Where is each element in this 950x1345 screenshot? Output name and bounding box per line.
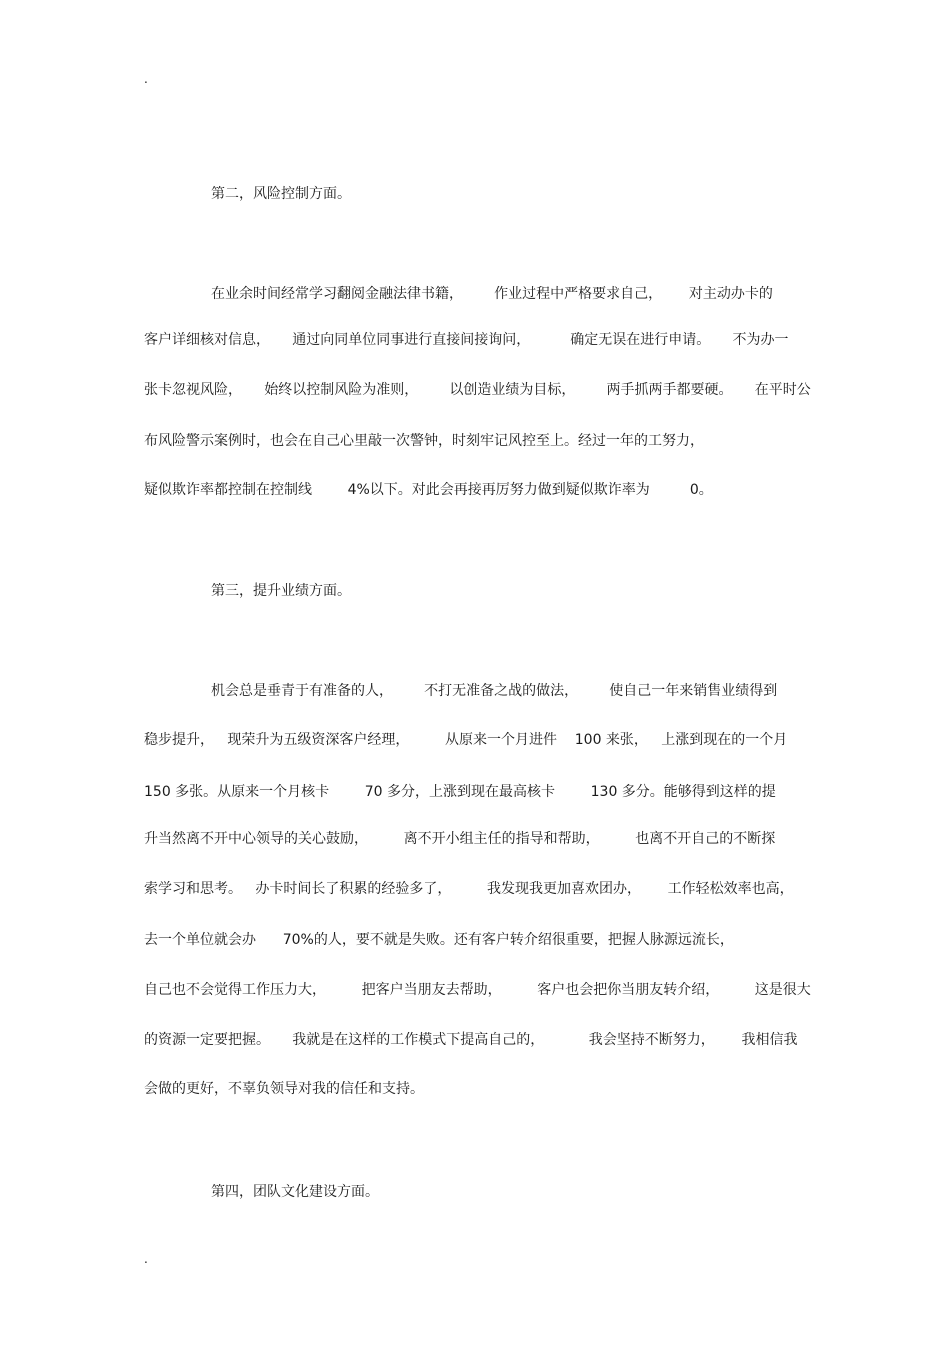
paragraph-line: 稳步提升， 现荣升为五级资深客户经理， 从原来一个月进件 100 来张， 上涨到现在的一个月: [144, 732, 788, 748]
paragraph-line: 升当然离不开中心领导的关心鼓励， 离不开小组主任的指导和帮助， 也离不开自己的不断探: [144, 831, 776, 847]
paragraph-line: 的资源一定要把握。 我就是在这样的工作模式下提高自己的， 我会坚持不断努力， 我相信我: [144, 1032, 798, 1048]
bottom-dot: .: [144, 1252, 148, 1266]
paragraph-line: 在业余时间经常学习翻阅金融法律书籍， 作业过程中严格要求自己， 对主动办卡的: [211, 286, 773, 302]
top-dot: .: [144, 72, 148, 86]
paragraph-line: 客户详细核对信息， 通过向同单位同事进行直接间接询问， 确定无误在进行申请。 不为办一: [144, 332, 789, 348]
paragraph-line: 疑似欺诈率都控制在控制线 4%以下。对此会再接再厉努力做到疑似欺诈率为 0。: [144, 482, 713, 498]
paragraph-line: 自己也不会觉得工作压力大， 把客户当朋友去帮助， 客户也会把你当朋友转介绍， 这是很大: [144, 982, 811, 998]
paragraph-line: 会做的更好，不辜负领导对我的信任和支持。: [144, 1081, 424, 1097]
paragraph-line: 布风险警示案例时，也会在自己心里敲一次警钟，时刻牢记风控至上。经过一年的工努力，: [144, 433, 704, 449]
paragraph-line: 去一个单位就会办 70%的人，要不就是失败。还有客户转介绍很重要，把握人脉源远流长，: [144, 932, 734, 948]
section-heading-performance: 第三，提升业绩方面。: [211, 583, 351, 599]
paragraph-line: 机会总是垂青于有准备的人， 不打无准备之战的做法， 使自己一年来销售业绩得到: [211, 683, 778, 699]
paragraph-line: 张卡忽视风险， 始终以控制风险为准则， 以创造业绩为目标， 两手抓两手都要硬。 在平时公: [144, 382, 811, 398]
paragraph-line: 150 多张。从原来一个月核卡 70 多分，上涨到现在最高核卡 130 多分。能够得到这样的提: [144, 784, 776, 800]
section-heading-risk-control: 第二，风险控制方面。: [211, 186, 351, 202]
paragraph-line: 索学习和思考。 办卡时间长了积累的经验多了， 我发现我更加喜欢团办， 工作轻松效率也高，: [144, 881, 794, 897]
section-heading-team-culture: 第四，团队文化建设方面。: [211, 1184, 379, 1200]
